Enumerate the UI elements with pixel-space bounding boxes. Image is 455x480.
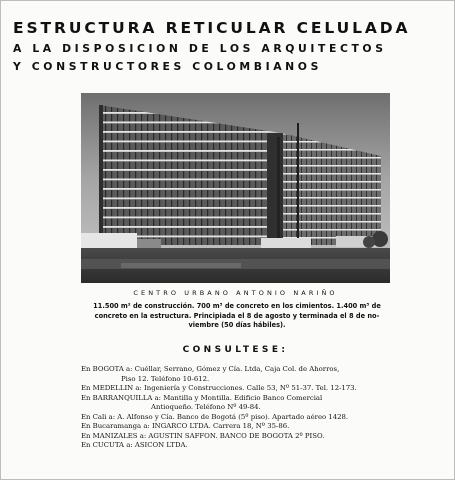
contact-city: En Bucaramanga a: [81,422,150,431]
contact-continuation: Piso 12. Teléfono 10-612. [121,374,210,383]
contact-text: Mantilla y Montilla. Edificio Banco Comercial [163,393,323,402]
stats-line: viembre (50 días hábiles). [188,321,286,330]
contact-city: En BOGOTA a: [81,365,133,373]
contacts-list [81,365,399,451]
contact-text: AGUSTIN SAFFON. BANCO DE BOGOTA 2º PISO. [148,431,325,440]
contact-text: Ingeniería y Construcciones. Calle 53, Nº 51-37. Tel. 12-173. [144,384,357,393]
building-under-construction-image [81,93,390,283]
stats-line: concreto en la estructura. Principiada el 8 de agosto y terminada el 8 de no- [94,311,380,320]
contact-continuation: Antioqueño. Teléfono Nº 49-84. [151,403,261,412]
consult-heading: CONSULTESE: [182,345,289,355]
construction-stats [79,302,395,331]
building-photo [81,93,390,283]
page-title: ESTRUCTURA RETICULAR CELULADA [13,19,411,37]
photo-caption: CENTRO URBANO ANTONIO NARIÑO [133,289,338,297]
contact-city: En MEDELLIN a: [81,384,142,393]
contact-city: En BARRANQUILLA a: [81,393,162,402]
contact-entry [81,365,399,375]
contact-entry [81,441,399,451]
contact-text: A. Alfonso y Cía. Banco de Bogotá (5º piso). Apartado aéreo 1428. [117,412,349,421]
stats-line: 11.500 m² de construcción. 700 m³ de concreto en los cimientos. 1.400 m³ de [93,302,381,310]
contact-text: ASICON LTDA. [134,441,188,450]
subtitle-line-2: Y CONSTRUCTORES COLOMBIANOS [13,60,322,73]
subtitle-line-1: A LA DISPOSICION DE LOS ARQUITECTOS [13,42,387,55]
contact-text: Cuéllar, Serrano, Gómez y Cía. Ltda, Caja Col. de Ahorros, [134,365,340,373]
contact-entry [81,384,399,394]
contact-text: INGARCO LTDA. Carrera 18, Nº 35-86. [151,422,290,431]
contact-entry [81,413,399,423]
contact-city: En CUCUTA a: [81,441,133,450]
contact-entry [81,432,399,442]
contact-entry [81,422,399,432]
contact-entry [81,394,399,404]
contact-city: En Cali a: [81,412,116,421]
contact-city: En MANIZALES a: [81,431,147,440]
